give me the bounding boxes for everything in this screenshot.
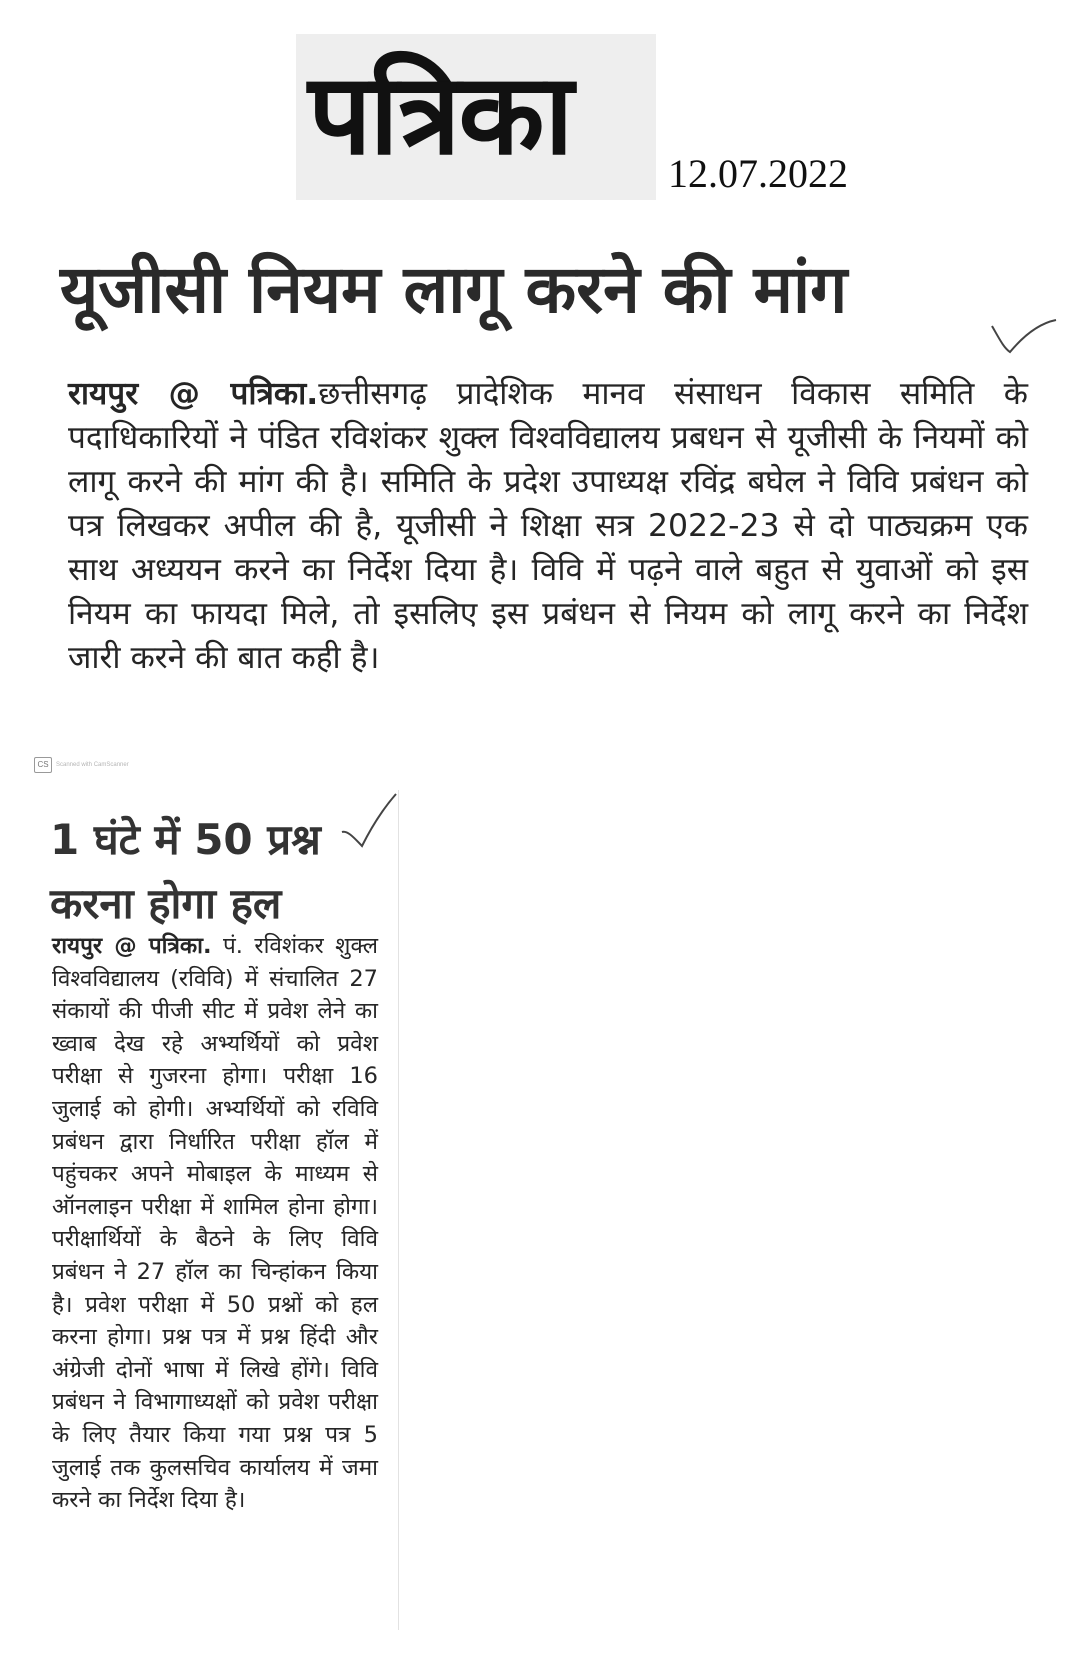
article1-dateline: रायपुर @ पत्रिका. [68,376,319,412]
article1-text: छत्तीसगढ़ प्रादेशिक मानव संसाधन विकास समिति के पदाधिकारियों ने पंडित रविशंकर शुक्ल विश्वविद्यालय प्रबधन से यूजीसी के नियमों को लागू करने की मांग की है। समिति के प्रदेश उपाध्यक्ष रविंद्र बघेल ने विवि प्रबंधन को पत्र लिखकर अपील की है, यूजीसी ने शिक्षा सत्र 2022-23 से दो पाठ्यक्रम एक साथ अध्ययन करने का निर्देश दिया है। विवि में पढ़ने वाले बहुत से युवाओं को इस नियम का फायदा मिले, तो इसलिए इस प्रबंधन से नियम को लागू करने का निर्देश जारी करने की बात कही है। [68,376,1029,676]
handwritten-tick-mark-icon [990,300,1060,370]
publication-date: 12.07.2022 [668,151,848,196]
column-divider [398,790,399,1630]
article2-body [52,930,378,1517]
newspaper-logo: पत्रिका [308,49,572,180]
article1-body [68,372,1028,680]
article2-headline-line1: 1 घंटे में 50 प्रश्न [50,815,321,864]
camscanner-text: Scanned with CamScanner [56,762,129,768]
article2-text: पं. रविशंकर शुक्ल विश्वविद्यालय (रविवि) में संचालित 27 संकायों की पीजी सीट में प्रवेश लेने का ख्वाब देख रहे अभ्यर्थियों को प्रवेश परीक्षा से गुजरना होगा। परीक्षा 16 जुलाई को होगी। अभ्यर्थियों को रविवि प्रबंधन द्वारा निर्धारित परीक्षा हॉल में पहुंचकर अपने मोबाइल के माध्यम से ऑनलाइन परीक्षा में शामिल होना होगा। परीक्षार्थियों के बैठने के लिए विवि प्रबंधन ने 27 हॉल का चिन्हांकन किया है। प्रवेश परीक्षा में 50 प्रश्नों को हल करना होगा। प्रश्न पत्र में प्रश्न हिंदी और अंग्रेजी दोनों भाषा में लिखे होंगे। विवि प्रबंधन ने विभागाध्यक्षों को प्रवेश परीक्षा के लिए तैयार किया गया प्रश्न पत्र 5 जुलाई तक कुलसचिव कार्यालय में जमा करने का निर्देश दिया है। [52,933,378,1514]
article2-headline [50,808,390,936]
article2-dateline: रायपुर @ पत्रिका. [52,933,212,959]
camscanner-logo: CS [34,757,52,773]
handwritten-check-mark-icon [340,790,400,870]
camscanner-watermark [34,757,129,773]
article1-headline: यूजीसी नियम लागू करने की मांग [60,251,848,328]
article2-headline-line2: करना होगा हल [50,879,282,928]
